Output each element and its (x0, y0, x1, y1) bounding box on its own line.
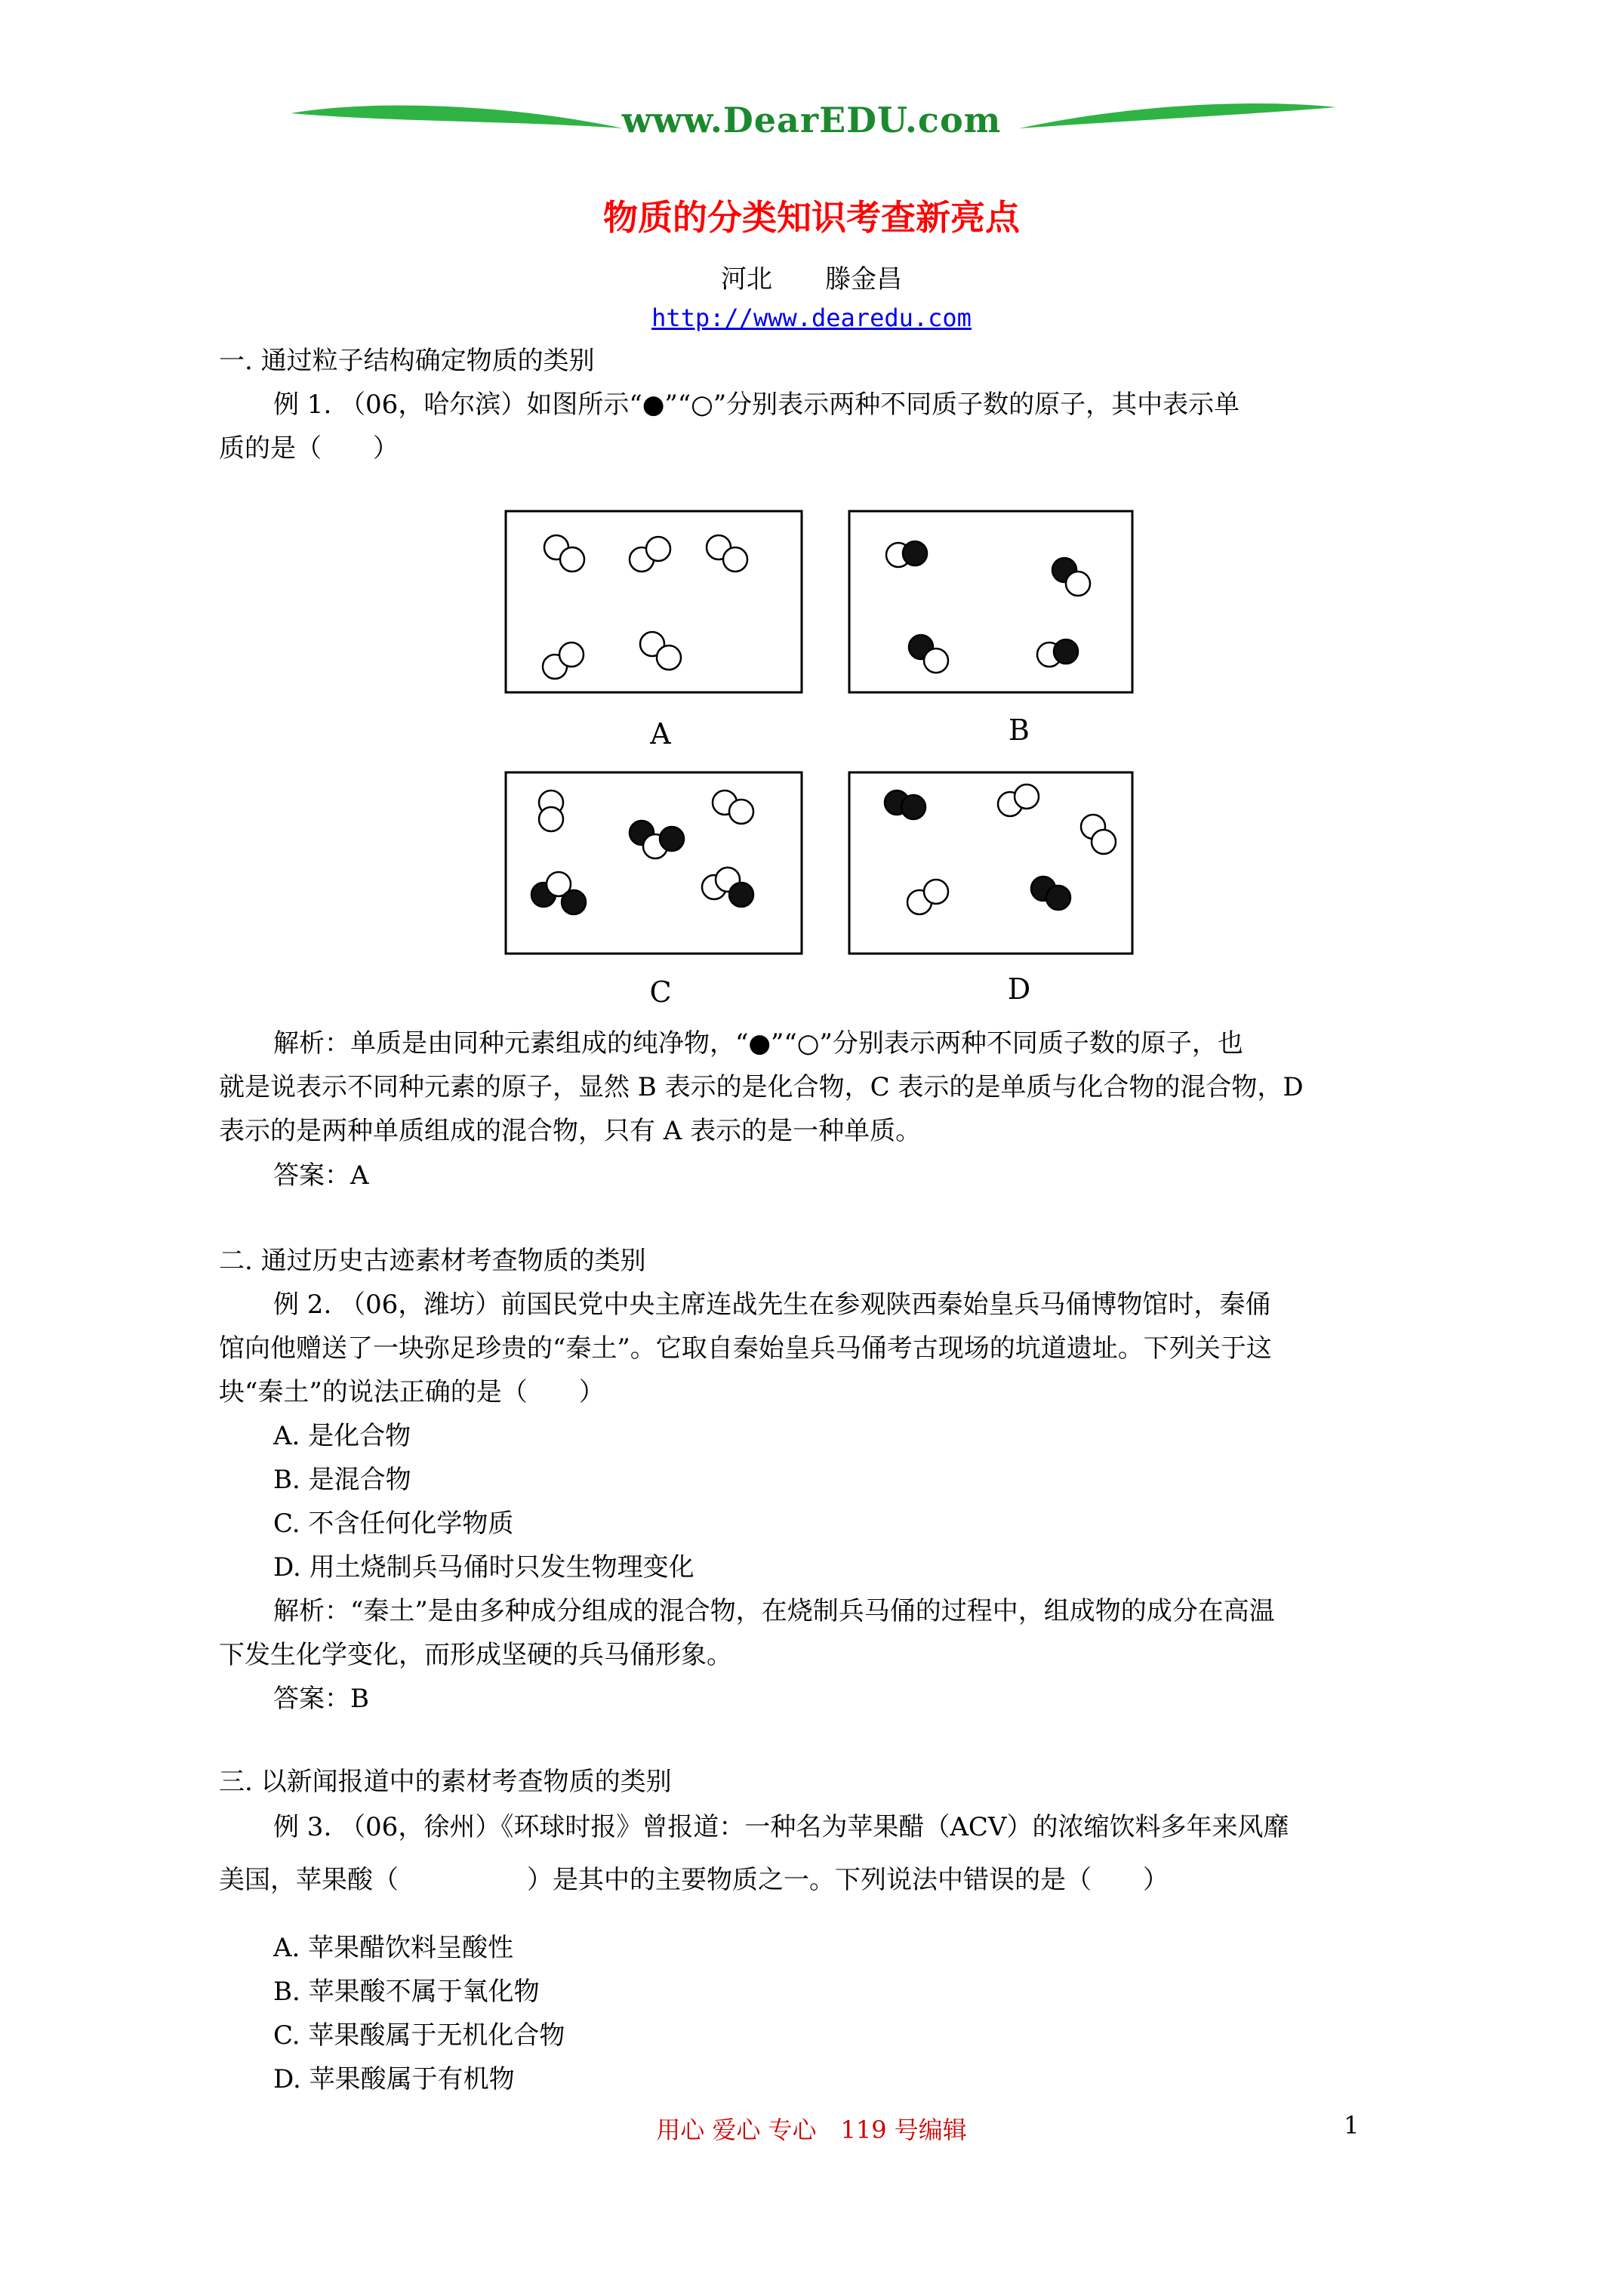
question-2-option-d: D. 用土烧制兵马俑时只发生物理变化 (273, 1552, 694, 1583)
molecule-figure (491, 495, 1140, 1023)
question-2-option-b: B. 是混合物 (273, 1465, 411, 1495)
panel-c-label: C (649, 975, 672, 1009)
author-name: 滕金昌 (825, 264, 902, 294)
source-link[interactable]: http://www.dearedu.com (651, 304, 972, 332)
author-line (0, 258, 1623, 295)
question-3-option-d: D. 苹果酸属于有机物 (273, 2064, 515, 2094)
panel-b-frame (849, 511, 1132, 692)
author-region: 河北 (721, 264, 772, 294)
answer-2: 答案：B (273, 1684, 369, 1714)
question-2-option-c: C. 不含任何化学物质 (273, 1509, 514, 1539)
question-3-option-c: C. 苹果酸属于无机化合物 (273, 2020, 565, 2051)
section-1-heading: 一. 通过粒子结构确定物质的类别 (219, 346, 595, 376)
page-number: 1 (1344, 2111, 1360, 2140)
question-3-option-b: B. 苹果酸不属于氧化物 (273, 1977, 540, 2007)
header-brand[interactable]: www.DearEDU.com (621, 100, 1002, 140)
section-2-heading: 二. 通过历史古迹素材考查物质的类别 (219, 1246, 646, 1276)
panel-d-label: D (1007, 972, 1031, 1006)
question-3-option-a: A. 苹果醋饮料呈酸性 (273, 1933, 514, 1963)
question-3-line-2: 美国，苹果酸（ ）是其中的主要物质之一。下列说法中错误的是（ ） (219, 1865, 1169, 1895)
analysis-1-line-3: 表示的是两种单质组成的混合物，只有 A 表示的是一种单质。 (219, 1116, 922, 1146)
panel-d-molecules (885, 784, 1116, 914)
panel-c-molecules (531, 791, 753, 914)
section-3-heading: 三. 以新闻报道中的素材考查物质的类别 (219, 1767, 672, 1797)
footer-slogan: 用心 爱心 专心 119 号编辑 (656, 2116, 967, 2144)
analysis-1-line-1: 解析：单质是由同种元素组成的纯净物，“●”“○”分别表示两种不同质子数的原子，也 (273, 1028, 1243, 1059)
question-2-line-1: 例 2. （06，潍坊）前国民党中央主席连战先生在参观陕西秦始皇兵马俑博物馆时，秦俑 (273, 1290, 1271, 1320)
panel-b-label: B (1009, 713, 1030, 747)
analysis-2-line-1: 解析：“秦土”是由多种成分组成的混合物，在烧制兵马俑的过程中，组成物的成分在高温 (273, 1596, 1275, 1626)
question-1-line-2: 质的是（ ） (219, 433, 399, 464)
question-2-option-a: A. 是化合物 (273, 1421, 411, 1451)
question-2-line-3: 块“秦土”的说法正确的是（ ） (219, 1377, 605, 1407)
question-2-line-2: 馆向他赠送了一块弥足珍贵的“秦土”。它取自秦始皇兵马俑考古现场的坑道遗址。下列关于这 (219, 1333, 1272, 1364)
answer-1: 答案：A (273, 1160, 369, 1191)
analysis-1-line-2: 就是说表示不同种元素的原子，显然 B 表示的是化合物，C 表示的是单质与化合物的混合物，D (219, 1072, 1304, 1102)
analysis-2-line-2: 下发生化学变化，而形成坚硬的兵马俑形象。 (219, 1640, 732, 1670)
question-3-line-1: 例 3. （06，徐州）《环球时报》曾报道：一种名为苹果醋（ACV）的浓缩饮料多年来风靡 (273, 1812, 1289, 1842)
page-title: 物质的分类知识考查新亮点 (603, 197, 1020, 238)
panel-b-molecules (886, 541, 1090, 673)
panel-a-label: A (650, 717, 671, 750)
panel-a-molecules (543, 535, 747, 679)
question-1-line-1: 例 1. （06，哈尔滨）如图所示“●”“○”分别表示两种不同质子数的原子，其中表示单 (273, 390, 1240, 420)
